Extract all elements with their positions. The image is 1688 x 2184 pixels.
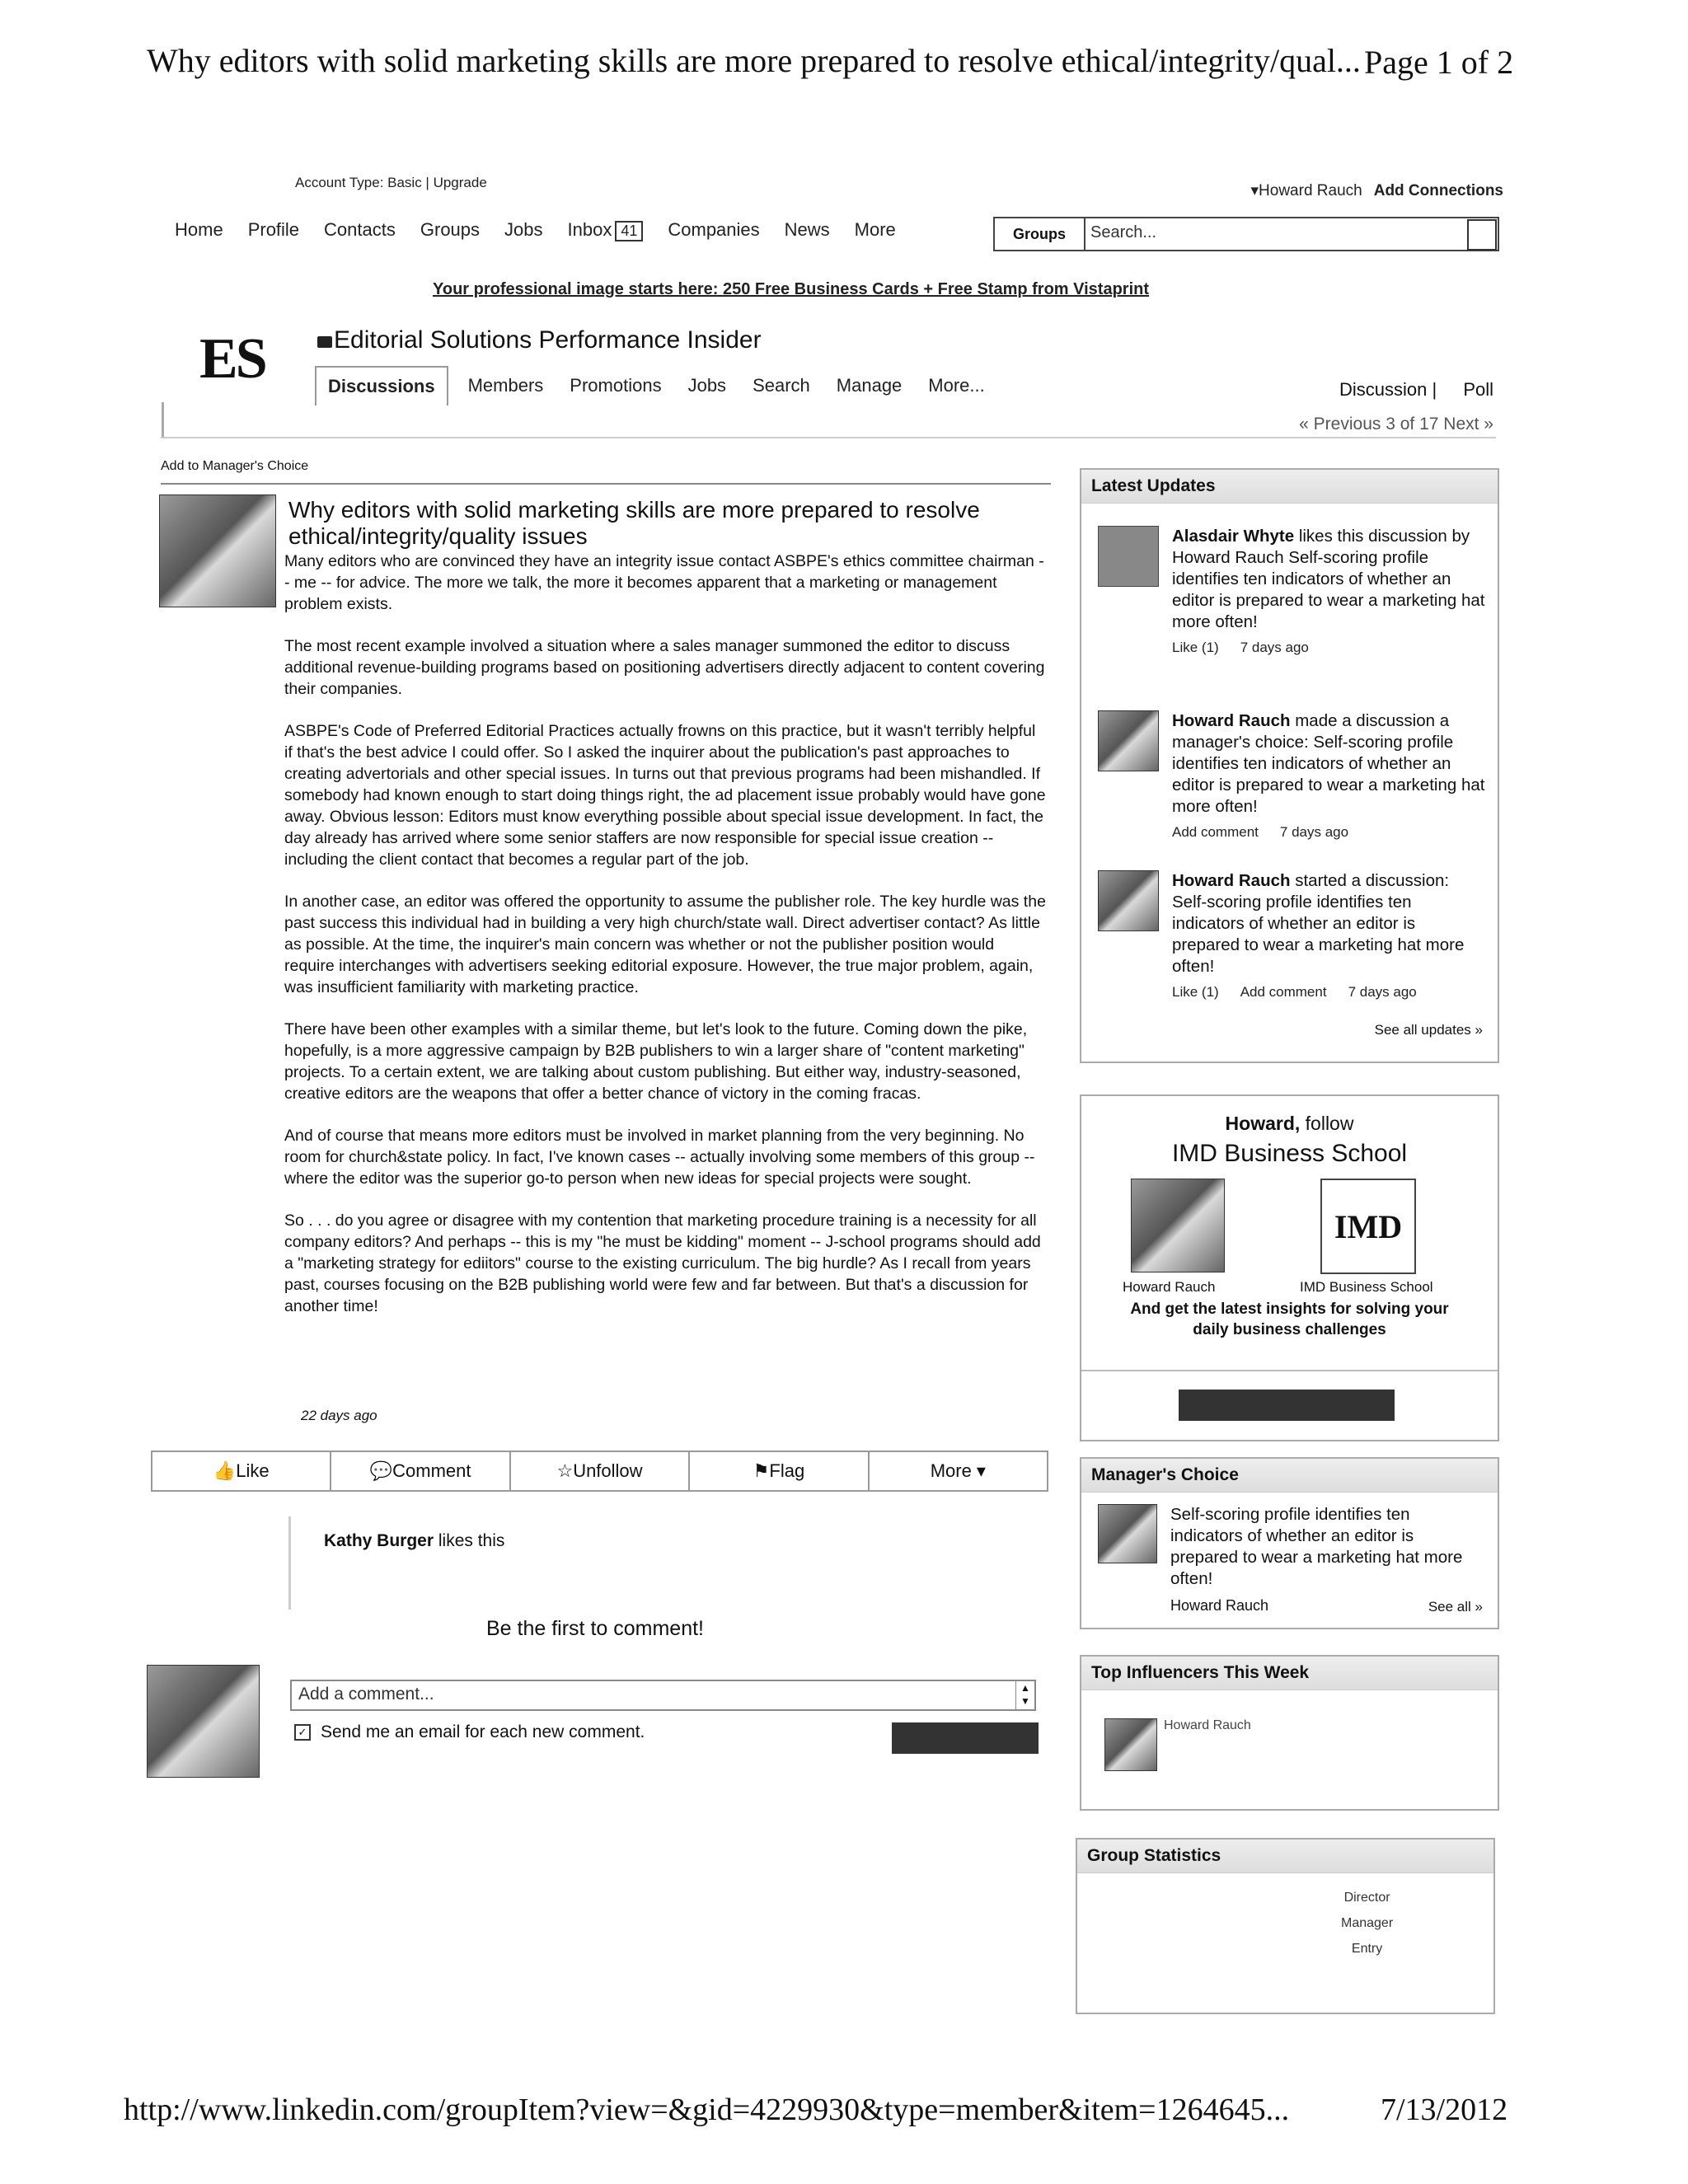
post-body <box>284 551 1047 1338</box>
update-item <box>1098 710 1485 841</box>
divider <box>161 437 1496 438</box>
avatar[interactable] <box>1098 870 1159 931</box>
follow-button[interactable] <box>1179 1390 1395 1421</box>
stats-label: Entry <box>1351 1942 1383 1956</box>
search-button[interactable] <box>1467 219 1497 251</box>
author-avatar[interactable] <box>159 494 276 607</box>
account-type[interactable]: Account Type: Basic | Upgrade <box>295 175 487 190</box>
tab-more[interactable]: More... <box>928 375 985 396</box>
top-influencers-panel <box>1080 1655 1499 1811</box>
page-indicator: Page 1 of 2 <box>1364 44 1514 81</box>
tab-search[interactable]: Search <box>753 375 810 396</box>
poll-link[interactable]: Poll <box>1463 379 1493 400</box>
group-statistics-panel <box>1076 1838 1495 2014</box>
like-button[interactable] <box>152 1452 331 1490</box>
tab-members[interactable]: Members <box>467 375 544 396</box>
see-all-updates-link[interactable]: See all updates » <box>1374 1022 1483 1038</box>
comment-input[interactable]: Add a comment... <box>290 1680 1036 1711</box>
managers-choice-title: Manager's Choice <box>1081 1459 1498 1493</box>
post-paragraph: So . . . do you agree or disagree with my contention that marketing procedure training is a necessity for all company editors? And perhaps -- this is my "he must be kidding" moment -- J-school programs should add a "marketing strategy for ediitors" course to the existing curriculum. The big hurdle? As I recall from years past, courses focusing on the B2B publishing world were few and far between. But that's a discussion for another time! <box>284 1212 1041 1315</box>
comment-icon: 💬 <box>369 1460 393 1481</box>
current-user-avatar <box>147 1665 260 1778</box>
flag-icon: ⚑ <box>753 1460 770 1481</box>
top-influencers-title: Top Influencers This Week <box>1081 1657 1498 1690</box>
managers-choice-author[interactable]: Howard Rauch <box>1170 1597 1269 1614</box>
follow-pictures <box>1131 1179 1461 1277</box>
follow-greeting-name: Howard, <box>1225 1113 1301 1134</box>
update-actor[interactable]: Howard Rauch <box>1172 711 1291 730</box>
email-option-label: Send me an email for each new comment. <box>321 1722 645 1741</box>
email-notify-option[interactable] <box>294 1722 645 1742</box>
nav-more[interactable]: More <box>854 219 896 240</box>
lock-icon <box>317 336 332 348</box>
divider <box>161 483 1051 485</box>
tab-manage[interactable]: Manage <box>836 375 903 396</box>
managers-choice-see-all[interactable]: See all » <box>1428 1599 1483 1615</box>
follow-note: And get the latest insights for solving your daily business challenges <box>1130 1301 1449 1338</box>
update-text: likes this discussion by Howard Rauch Self-scoring profile identifies ten indicators of whether an editor is prepared to wear a marketing hat more often! <box>1172 527 1485 631</box>
avatar[interactable] <box>1104 1718 1157 1771</box>
update-time: 7 days ago <box>1348 984 1417 1000</box>
unfollow-button[interactable] <box>511 1452 690 1490</box>
group-tabs <box>315 366 1011 405</box>
flag-button[interactable] <box>690 1452 869 1490</box>
tab-jobs[interactable]: Jobs <box>687 375 727 396</box>
stats-label: Manager <box>1341 1916 1394 1930</box>
stats-list <box>1341 1885 1393 1961</box>
nav-inbox[interactable] <box>568 219 644 241</box>
nav-profile[interactable]: Profile <box>247 219 300 240</box>
divider <box>162 402 164 437</box>
update-text: started a discussion: Self-scoring profile identifies ten indicators of whether an editor is prepared to wear a marketing hat more often! <box>1172 871 1465 976</box>
update-like[interactable]: Like (1) <box>1172 640 1219 655</box>
group-title-text[interactable]: Editorial Solutions Performance Insider <box>334 326 762 354</box>
managers-choice-panel <box>1080 1457 1499 1629</box>
nav-inbox-label[interactable]: Inbox <box>567 219 612 240</box>
nav-groups[interactable]: Groups <box>420 219 481 240</box>
post-paragraph: ASBPE's Code of Preferred Editorial Practices actually frowns on this practice, but it wasn't terribly helpful if that's the best advice I could offer. So I asked the inquirer about the publication's past approaches to creating advertorials and other special issues. In turns out that previous programs had been mishandled. If somebody had known enough to start doing things right, the ad placement issue probably would have gone away. Obvious lesson: Editors must know everything possible about special issue development. In fact, the day already has arrived where some senior staffers are now responsible for special issue creation -- including the client contact that becomes a regular part of the job. <box>284 722 1046 869</box>
update-text: made a discussion a manager's choice: Self-scoring profile identifies ten indicators of whether an editor is prepared to wear a marketing hat more often! <box>1172 711 1485 816</box>
avatar[interactable] <box>1098 1504 1157 1563</box>
post-paragraph: In another case, an editor was offered the opportunity to assume the publisher role. The key hurdle was the past success this individual had in building a very high church/state wall. Direct advertiser contact? As little as possible. At the time, the inquirer's main concern was whether or not the publisher position would require interchanges with advertisers seeking editorial exposure. However, the true major problem, again, was insufficient familiarity with marketing practice. <box>284 893 1046 996</box>
like-icon: 👍 <box>213 1460 237 1481</box>
influencer-name[interactable]: Howard Rauch <box>1164 1718 1251 1732</box>
follow-greeting-rest: follow <box>1305 1113 1354 1134</box>
pager <box>1299 415 1493 434</box>
likes-summary <box>288 1516 504 1610</box>
update-time: 7 days ago <box>1240 640 1309 655</box>
email-checkbox[interactable]: ✓ <box>294 1724 311 1741</box>
discussion-poll-links <box>1339 379 1493 401</box>
avatar[interactable] <box>1098 526 1159 587</box>
managers-choice-text[interactable]: Self-scoring profile identifies ten indicators of whether an editor is prepared to wear a marketing hat more often! <box>1170 1505 1463 1588</box>
add-to-managers-choice-link[interactable]: Add to Manager's Choice <box>161 459 309 473</box>
post-actions <box>151 1451 1048 1492</box>
follow-captions <box>1123 1279 1469 1296</box>
follow-org-name: IMD Business School <box>1171 1140 1408 1167</box>
search-scope-select[interactable]: Groups <box>995 218 1085 250</box>
first-comment-prompt: Be the first to comment! <box>486 1617 704 1640</box>
add-comment-button[interactable] <box>892 1722 1039 1754</box>
follow-company-ad <box>1080 1094 1499 1441</box>
main-nav <box>175 219 921 241</box>
post-paragraph: There have been other examples with a similar theme, but let's look to the future. Coming down the pike, hopefully, is a more aggressive campaign by B2B publishers to win a larger share of "content marketing" projects. To a certain extent, we are talking about custom publishing. But either way, industry-seasoned, creative editors are the weapons that offer a better chance of victory in the coming fracas. <box>284 1020 1028 1103</box>
update-time: 7 days ago <box>1279 824 1349 840</box>
post-paragraph: Many editors who are convinced they have an integrity issue contact ASBPE's ethics committee chairman -- me -- for advice. The more we talk, the more it becomes apparent that a marketing or management problem exists. <box>284 552 1044 613</box>
divider <box>1081 1370 1498 1371</box>
comment-scroll-arrows[interactable]: ▲ ▼ <box>1015 1681 1034 1709</box>
comment-label: Comment <box>392 1460 471 1481</box>
star-icon: ☆ <box>556 1460 574 1481</box>
post-age: 22 days ago <box>301 1408 377 1423</box>
add-connections-link[interactable]: Add Connections <box>1373 182 1503 199</box>
pager-position: 3 of 17 <box>1386 415 1439 434</box>
update-actor[interactable]: Alasdair Whyte <box>1172 527 1295 546</box>
comment-button[interactable] <box>331 1452 510 1490</box>
org-caption: IMD Business School <box>1300 1279 1433 1295</box>
avatar <box>1131 1179 1225 1272</box>
liker-name[interactable]: Kathy Burger <box>324 1531 434 1550</box>
update-add-comment[interactable]: Add comment <box>1172 824 1259 840</box>
nav-news[interactable]: News <box>784 219 830 240</box>
search-bar <box>993 217 1499 251</box>
managers-choice-item[interactable] <box>1098 1504 1485 1590</box>
update-item <box>1098 870 1485 1001</box>
nav-contacts[interactable]: Contacts <box>324 219 396 240</box>
update-like[interactable]: Like (1) <box>1172 984 1219 1000</box>
imd-logo: IMD <box>1320 1179 1416 1274</box>
post-paragraph: And of course that means more editors must be involved in market planning from the very beginning. No room for church&state policy. In fact, I've known cases -- actually involving some members of this group -- where the editor was the superior go-to person when new ideas for special projects were sought. <box>284 1127 1035 1188</box>
promo-link[interactable]: Your professional image starts here: 250 Free Business Cards + Free Stamp from Vistaprint <box>433 280 1150 298</box>
tab-promotions[interactable]: Promotions <box>570 375 662 396</box>
latest-updates-panel <box>1080 468 1499 1063</box>
more-actions-button[interactable]: More ▾ <box>930 1460 986 1481</box>
nav-companies[interactable]: Companies <box>668 219 760 240</box>
group-logo: ES <box>199 327 265 391</box>
post-paragraph: The most recent example involved a situation where a sales manager summoned the editor to discuss additional revenue-building programs based on positioning advertisers directly adjacent to content covering their companies. <box>284 637 1045 698</box>
user-menu[interactable]: ▾Howard Rauch Add Connections <box>1250 182 1503 199</box>
group-title[interactable] <box>317 326 762 354</box>
follow-greeting <box>1081 1113 1498 1135</box>
nav-home[interactable]: Home <box>175 219 223 240</box>
next-link[interactable]: Next » <box>1443 415 1493 434</box>
print-footer-url: http://www.linkedin.com/groupItem?view=&gid=4229930&type=member&item=1264645... <box>124 2093 1290 2127</box>
previous-link[interactable]: « Previous <box>1299 415 1381 434</box>
unfollow-label: Unfollow <box>573 1460 643 1481</box>
stats-label: Director <box>1343 1891 1390 1905</box>
tab-discussions[interactable]: Discussions <box>315 366 448 405</box>
inbox-count-badge: 41 <box>615 221 643 241</box>
discussion-link[interactable]: Discussion | <box>1339 379 1437 400</box>
search-input[interactable]: Search... <box>1090 223 1157 241</box>
nav-jobs[interactable]: Jobs <box>504 219 543 240</box>
latest-updates-title: Latest Updates <box>1081 470 1498 504</box>
print-footer-date: 7/13/2012 <box>1381 2093 1508 2127</box>
group-statistics-title: Group Statistics <box>1077 1840 1493 1873</box>
avatar[interactable] <box>1098 710 1159 771</box>
post-title: Why editors with solid marketing skills are more prepared to resolve ethical/integrity/quality issues <box>288 497 980 549</box>
update-add-comment[interactable]: Add comment <box>1240 984 1327 1000</box>
like-label: Like <box>236 1460 270 1481</box>
influencer-item[interactable] <box>1098 1718 1251 1771</box>
flag-label: Flag <box>769 1460 805 1481</box>
likes-suffix: likes this <box>438 1531 505 1550</box>
user-name[interactable]: Howard Rauch <box>1259 182 1362 199</box>
update-item <box>1098 526 1485 656</box>
print-header-title: Why editors with solid marketing skills are more prepared to resolve ethical/integrity/qual... <box>147 42 1361 79</box>
person-caption: Howard Rauch <box>1123 1279 1216 1295</box>
update-actor[interactable]: Howard Rauch <box>1172 871 1291 890</box>
